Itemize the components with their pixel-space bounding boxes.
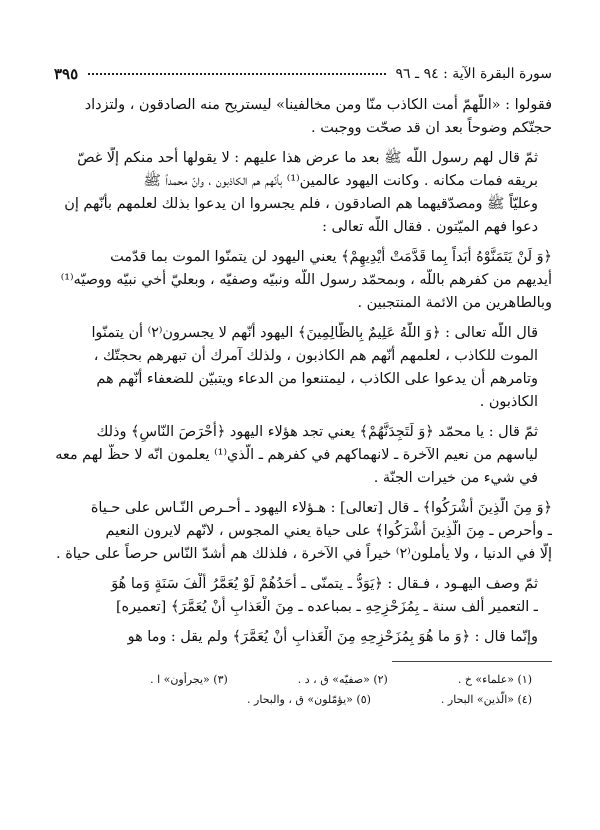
text-line: ﴿وَ مِنَ الَّذِينَ أَشْرَكُوا﴾ ـ قال [تعالى] : هـؤلاء اليهود ـ أحـرص النّـاس على حـياة (90, 500, 552, 516)
text-line: الكاذبون . (479, 394, 538, 410)
text-line: وإنّما قال : ﴿وَ ما هُوَ بِمُزَحْزِحِهِ مِنَ الْعَذابِ أَنْ يُعَمَّرَ﴾ ولم يقل : وما هو (127, 629, 538, 645)
text-line: بريقه فمات مكانه . وكانت اليهود عالمين⁽¹⁾ بأنّهم هم الكاذبون ، وانّ محمداً ﷺ (143, 173, 538, 189)
text-line: ﴿وَ لَنْ يَتَمَنَّوْهُ أَبَداً بِما قَدَّمَتْ أَيْدِيهِمْ﴾ يعني اليهود لن يتمنّوا الموت بما قدّمت (110, 249, 552, 265)
text-line: إلّا في الدنيا ، ولا يأملون⁽٢⁾ خيراً في الآخرة ، فلذلك هم أشدّ النّاس حرصاً على حياة . (56, 546, 552, 562)
footnote: (٥) «يؤمّلون» ق ، والبحار . (247, 693, 371, 706)
paragraph (54, 322, 552, 414)
text-line: دعوا فهم الميّتون . فقال اللّه تعالى : (322, 219, 538, 235)
text-line: فقولوا : «اللّهمّ أمت الكاذب منّا ومن مخالفينا» ليستريح منه الصادقون ، ولتزداد (84, 97, 552, 113)
footnote: (١) «علماء» خ . (457, 673, 532, 686)
paragraph (54, 497, 552, 566)
paragraph (54, 626, 552, 649)
header-dotted-rule (88, 73, 385, 75)
page-body (54, 94, 552, 649)
text-line: قال اللّه تعالى : ﴿وَ اللّهُ عَلِيمٌ بِالظّالِمِينَ﴾ اليهود أنّهم لا يجسرون⁽٢⁾ أن يتمنّوا (91, 325, 538, 341)
paragraph (54, 246, 552, 315)
paragraph (54, 94, 552, 140)
text-line: الموت للكاذب ، لعلمهم أنّهم هم الكاذبون ، ولذلك آمرك أن تبهرهم بحجتّك ، (93, 348, 538, 364)
text-line: لياسهم من نعيم الآخرة ـ لانهماكهم في كفرهم ـ الّذي⁽¹⁾ يعلمون انّه لا حظّ لهم معه (55, 447, 538, 463)
paragraph (54, 421, 552, 490)
text-line: وتامرهم أن يدعوا على الكاذب ، ليمتنعوا من الدعاء ويتبيّن للضعفاء أنّهم هم (96, 371, 538, 387)
footnote: (٢) «صفيّه» ق ، د . (297, 673, 388, 686)
text-line: ثمّ قال لهم رسول اللّه ﷺ بعد ما عرض هذا عليهم : لا يقولها أحد منكم إلّا غصّ (77, 150, 538, 166)
paragraph (54, 573, 552, 619)
running-header (54, 62, 552, 86)
text-line: ثمّ وصف اليهـود ، فـقال : ﴿يَوَدُّ ـ يتمنّى ـ أَحَدُهُمْ لَوْ يُعَمَّرُ أَلْفَ سَنَةٍ وَما هُوَ (111, 576, 538, 592)
text-line: ـ التعمير ألف سنة ـ بِمُزَحْزِحِهِ ـ بمباعده ـ مِنَ الْعَذابِ أَنْ يُعَمَّرَ﴾ [تعميره] (115, 599, 538, 615)
footnote-divider (392, 661, 552, 662)
text-line: ـ وأحرص ـ مِنَ الَّذِينَ أَشْرَكُوا﴾ على حياة يعني المجوس ، لانّهم لايرون النعيم (105, 523, 552, 539)
footnote-row (54, 690, 552, 710)
footnotes (54, 670, 552, 710)
paragraph (54, 147, 552, 239)
text-line: وبالطاهرين من الائمة المنتجبين . (357, 295, 552, 311)
footnote: (٤) «الّذين» البحار . (440, 693, 532, 706)
footnote: (٣) «يجرأون» ا . (150, 673, 228, 686)
text-line: أيديهم من كفرهم باللّه ، وبمحمّد رسول اللّه ونبيّه وصفيّه ، وبعليّ أخي نبيّه ووصيّه⁽¹⁾ (60, 272, 552, 288)
book-page (54, 62, 552, 822)
running-title: سورة البقرة الآية : ٩٤ ـ ٩٦ (395, 66, 552, 82)
footnote-row (54, 670, 552, 690)
text-line: حجتّكم وضوحاً بعد ان قد صحّت ووجبت . (311, 120, 552, 136)
text-line: في شيء من خيرات الجنّة . (373, 470, 538, 486)
page-number: ٣٩٥ (54, 65, 79, 83)
text-line: وعليّاً ﷺ ومصدّقيهما هم الصادقون ، فلم يجسروا ان يدعوا بذلك لعلمهم بأنّهم إن (64, 196, 538, 212)
text-line: ثمّ قال : يا محمّد ﴿وَ لَتَجِدَنَّهُمْ﴾ يعني تجد هؤلاء اليهود ﴿أَحْرَصَ النّاسِ﴾ وذلك (96, 424, 538, 440)
